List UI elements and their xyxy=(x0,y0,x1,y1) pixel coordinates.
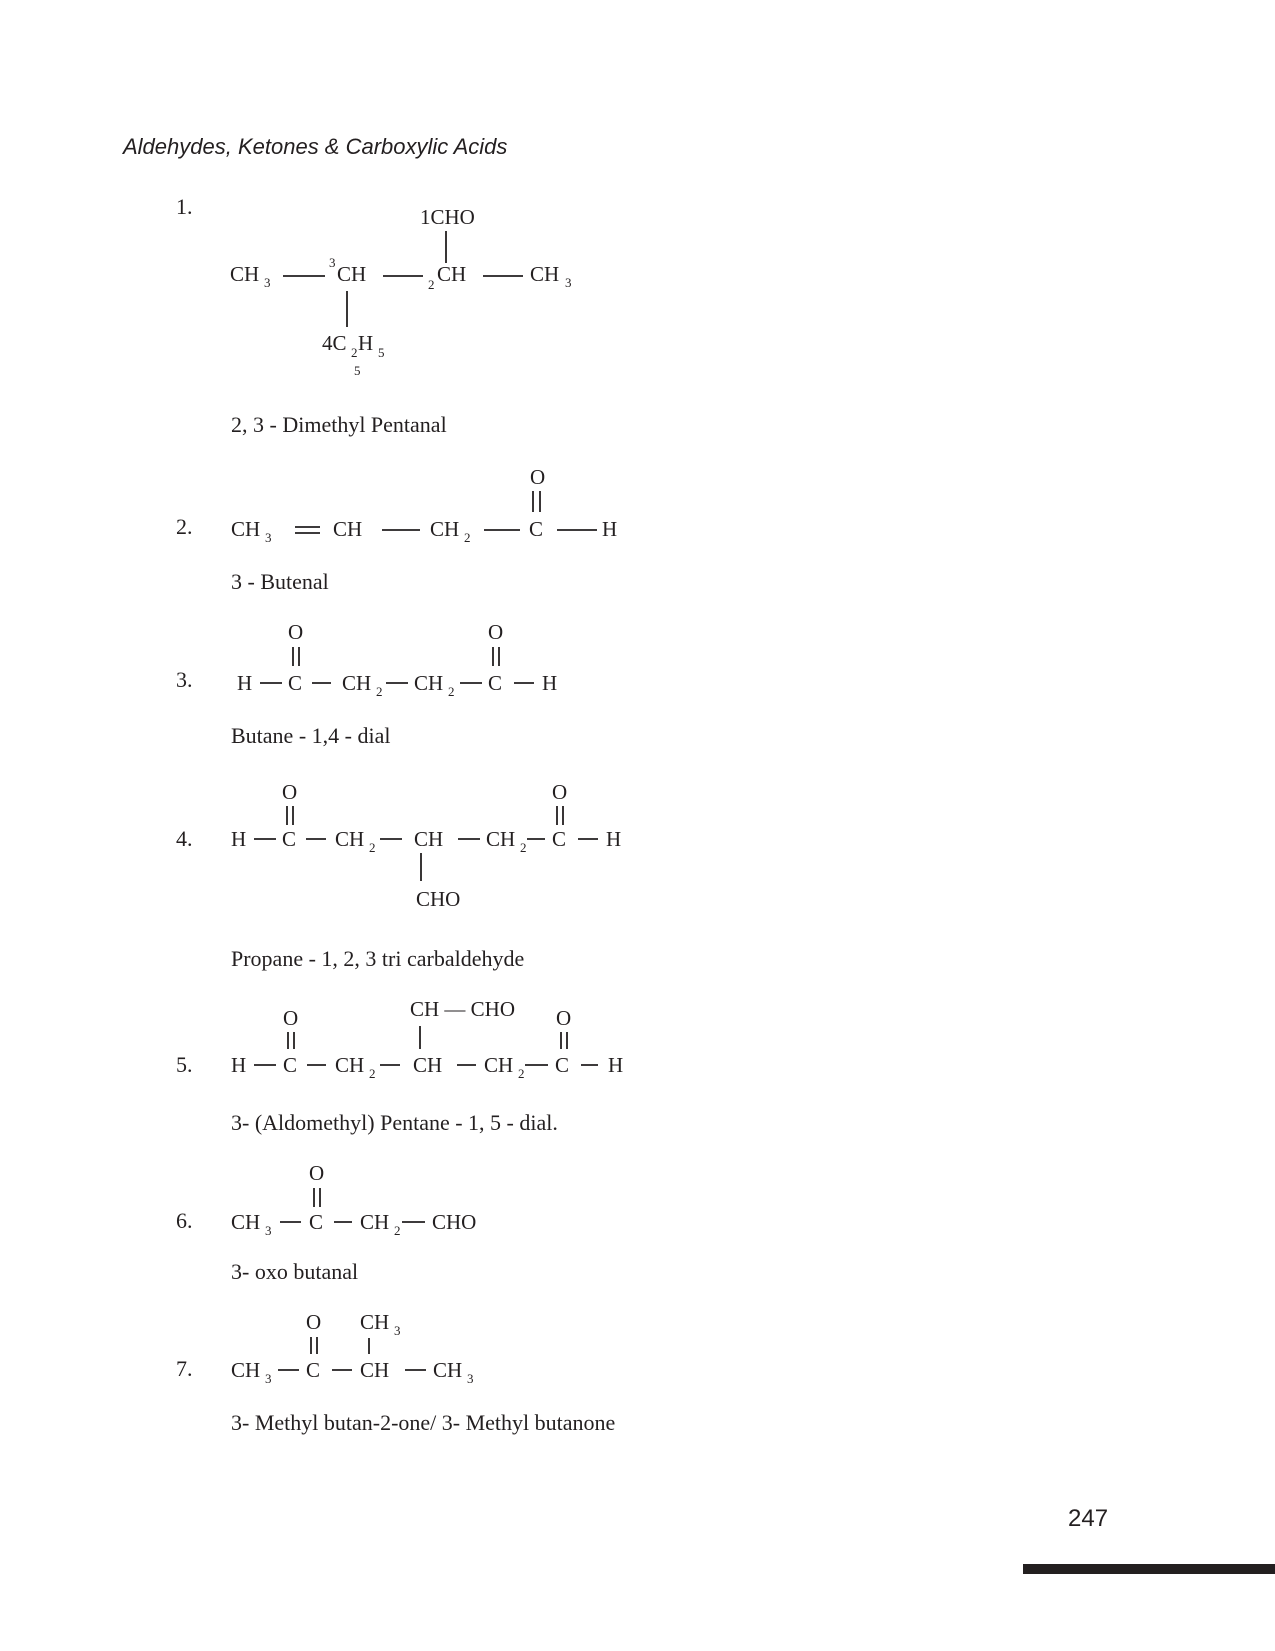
item-number-1: 1. xyxy=(176,194,193,219)
svg-text:O: O xyxy=(556,1006,572,1030)
item-number-4: 4. xyxy=(176,826,193,851)
svg-text:CH: CH xyxy=(360,1210,390,1234)
svg-text:CH: CH xyxy=(413,1053,443,1077)
structure-2 xyxy=(0,460,700,545)
svg-text:O: O xyxy=(283,1006,299,1030)
structure-3 xyxy=(0,615,700,699)
svg-text:H: H xyxy=(237,671,253,695)
svg-text:2: 2 xyxy=(428,277,435,292)
svg-text:3: 3 xyxy=(565,275,572,290)
svg-text:2: 2 xyxy=(376,684,383,699)
svg-text:3: 3 xyxy=(329,255,336,270)
running-header: Aldehydes, Ketones & Carboxylic Acids xyxy=(123,134,508,159)
svg-text:H: H xyxy=(231,827,247,851)
svg-text:CH: CH xyxy=(433,1358,463,1382)
svg-text:CH: CH xyxy=(486,827,516,851)
svg-text:C: C xyxy=(306,1358,321,1382)
item-number-6: 6. xyxy=(176,1208,193,1233)
svg-text:2: 2 xyxy=(369,840,376,855)
svg-text:C: C xyxy=(282,827,297,851)
svg-text:CH: CH xyxy=(484,1053,514,1077)
svg-text:CH — CHO: CH — CHO xyxy=(410,997,516,1021)
compound-name-3: Butane - 1,4 - dial xyxy=(231,723,391,748)
compound-name-1: 2, 3 - Dimethyl Pentanal xyxy=(231,412,447,437)
atom-h: H xyxy=(602,517,618,541)
atom-c: C xyxy=(529,517,544,541)
atom-ch3-left: CH xyxy=(230,262,260,286)
svg-text:CH: CH xyxy=(231,1210,261,1234)
structure-5 xyxy=(0,995,700,1080)
structure-4 xyxy=(0,775,700,915)
svg-text:CH: CH xyxy=(342,671,372,695)
svg-text:3: 3 xyxy=(265,1223,272,1238)
svg-text:C: C xyxy=(488,671,503,695)
svg-text:2: 2 xyxy=(351,345,358,360)
svg-text:C: C xyxy=(283,1053,298,1077)
structure-6 xyxy=(0,1157,700,1237)
structure-7 xyxy=(0,1305,700,1385)
atom-cho-top: 1CHO xyxy=(420,205,475,229)
svg-text:C: C xyxy=(555,1053,570,1077)
svg-text:CH: CH xyxy=(414,827,444,851)
svg-text:CHO: CHO xyxy=(432,1210,477,1234)
svg-text:H: H xyxy=(358,331,374,355)
svg-text:O: O xyxy=(282,780,298,804)
svg-text:H: H xyxy=(231,1053,247,1077)
item-number-3: 3. xyxy=(176,667,193,692)
atom-o: O xyxy=(530,465,546,489)
svg-text:3: 3 xyxy=(394,1323,401,1338)
svg-text:2: 2 xyxy=(448,684,455,699)
page-number: 247 xyxy=(1068,1505,1109,1532)
svg-text:CH: CH xyxy=(414,671,444,695)
svg-text:O: O xyxy=(306,1310,322,1334)
item-number-2: 2. xyxy=(176,514,193,539)
svg-text:O: O xyxy=(552,780,568,804)
svg-text:O: O xyxy=(309,1161,325,1185)
compound-name-4: Propane - 1, 2, 3 tri carbaldehyde xyxy=(231,946,525,971)
compound-name-6: 3- oxo butanal xyxy=(231,1259,359,1284)
structure-1 xyxy=(0,195,700,385)
svg-text:3: 3 xyxy=(264,275,271,290)
atom-ch3: CH xyxy=(231,517,261,541)
svg-text:CH: CH xyxy=(335,827,365,851)
svg-text:2: 2 xyxy=(518,1066,525,1081)
svg-text:5: 5 xyxy=(378,345,385,360)
atom-o-1: O xyxy=(288,620,304,644)
svg-text:H: H xyxy=(542,671,558,695)
atom-ch2: CH xyxy=(430,517,460,541)
item-number-5: 5. xyxy=(176,1052,193,1077)
svg-text:3: 3 xyxy=(265,530,272,545)
compound-name-7: 3- Methyl butan-2-one/ 3- Methyl butanone xyxy=(231,1410,616,1435)
svg-text:2: 2 xyxy=(464,530,471,545)
atom-ch-3: CH xyxy=(337,262,367,286)
svg-text:5: 5 xyxy=(354,363,361,378)
svg-text:3: 3 xyxy=(265,1371,272,1386)
svg-text:CHO: CHO xyxy=(416,887,461,911)
svg-text:CH: CH xyxy=(231,1358,261,1382)
svg-text:CH: CH xyxy=(360,1310,390,1334)
svg-text:H: H xyxy=(606,827,622,851)
atom-o-2: O xyxy=(488,620,504,644)
svg-text:C: C xyxy=(552,827,567,851)
svg-text:CH: CH xyxy=(335,1053,365,1077)
svg-text:2: 2 xyxy=(369,1066,376,1081)
atom-ch3-right: CH xyxy=(530,262,560,286)
compound-name-2: 3 - Butenal xyxy=(231,569,329,594)
footer-bar xyxy=(1023,1564,1275,1574)
svg-text:C: C xyxy=(288,671,303,695)
atom-ch: CH xyxy=(333,517,363,541)
svg-text:C: C xyxy=(309,1210,324,1234)
svg-text:H: H xyxy=(608,1053,624,1077)
svg-text:3: 3 xyxy=(467,1371,474,1386)
svg-text:2: 2 xyxy=(520,840,527,855)
item-number-7: 7. xyxy=(176,1356,193,1381)
atom-c2h5: 4C xyxy=(322,331,347,355)
svg-text:2: 2 xyxy=(394,1223,401,1238)
svg-text:CH: CH xyxy=(360,1358,390,1382)
compound-name-5: 3- (Aldomethyl) Pentane - 1, 5 - dial. xyxy=(231,1110,558,1135)
atom-ch-2: CH xyxy=(437,262,467,286)
